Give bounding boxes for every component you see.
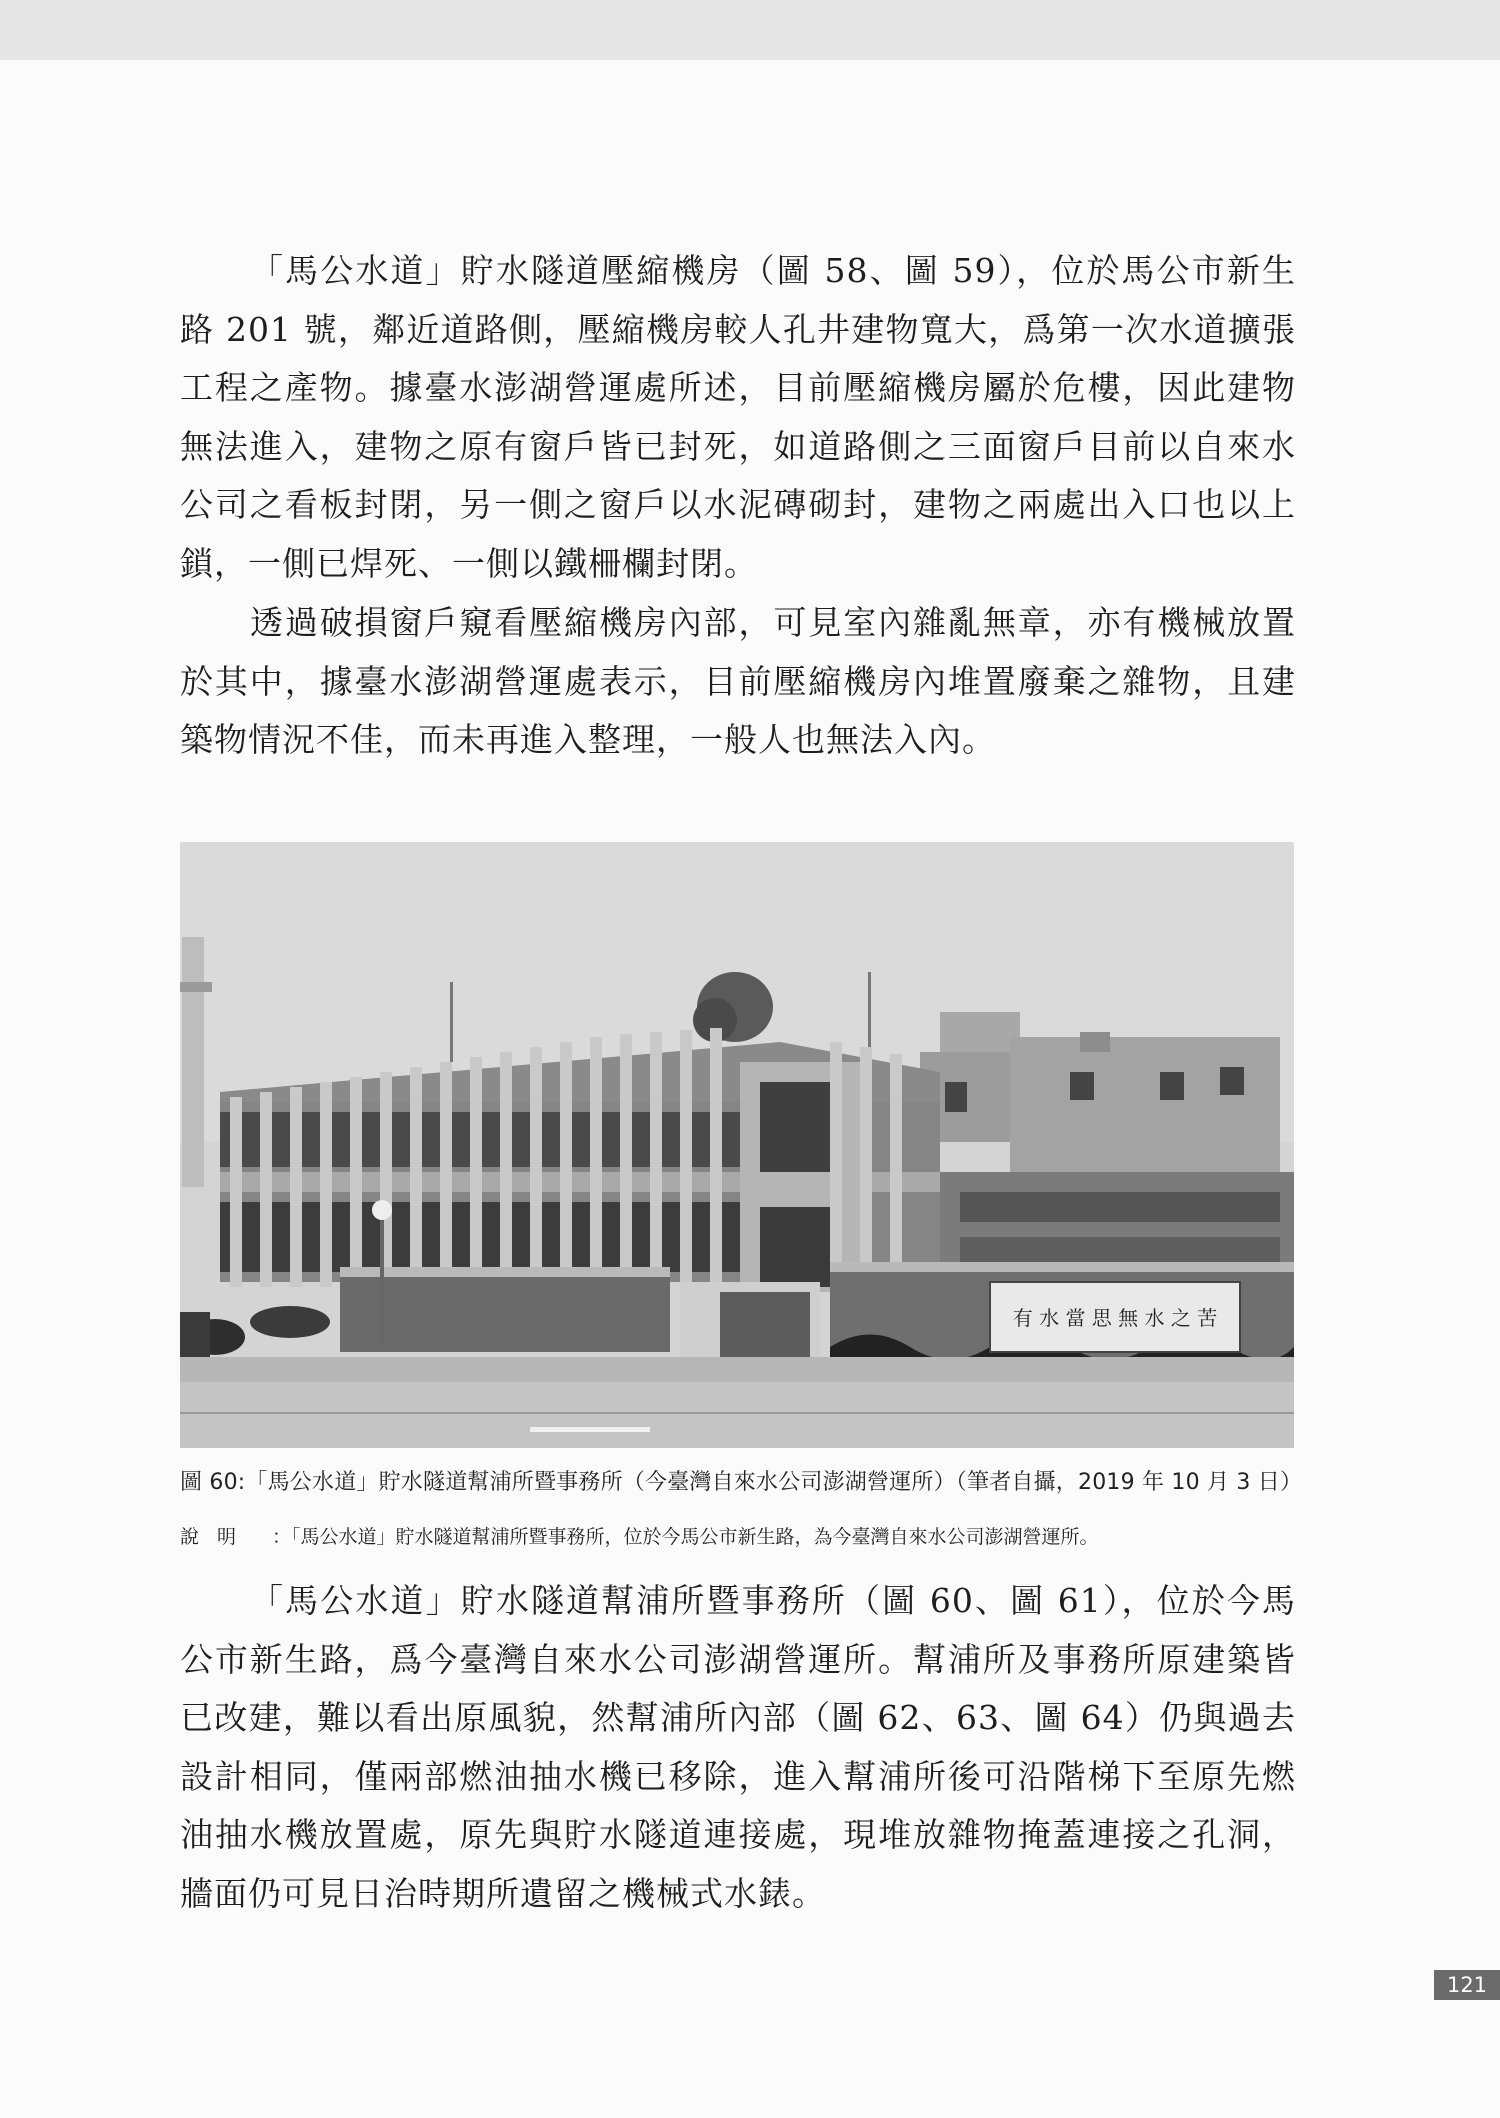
paragraph-pump-house: 「馬公水道」貯水隧道幫浦所暨事務所（圖 60、圖 61），位於今馬公市新生路，爲今臺灣自來水公司澎湖營運所。幫浦所及事務所原建築皆已改建，難以看出原風貌，然幫浦所內部（圖 62、63、圖 64）仍與過去設計相同，僅兩部燃油抽水機已移除，進入幫浦所後可沿階梯下至原先燃油抽水機放置處，原先與貯水隧道連接處，現堆放雜物掩蓋連接之孔洞，牆面仍可見日治時期所遺留之機械式水錶。	[180, 1581, 1296, 1913]
description-label: 說明	[180, 1526, 255, 1548]
paragraph-interior: 透過破損窗戶窺看壓縮機房內部，可見室內雜亂無章，亦有機械放置於其中，據臺水澎湖營運處表示，目前壓縮機房內堆置廢棄之雜物，且建築物情況不佳，而未再進入整理，一般人也無法入內。	[180, 603, 1296, 759]
paragraph-compressor-room: 「馬公水道」貯水隧道壓縮機房（圖 58、圖 59），位於馬公市新生路 201 號，鄰近道路側，壓縮機房較人孔井建物寬大，爲第一次水道擴張工程之產物。據臺水澎湖營運處所述，目前壓縮機房屬於危樓，因此建物無法進入，建物之原有窗戶皆已封死，如道路側之三面窗戶目前以自來水公司之看板封閉，另一側之窗戶以水泥磚砌封，建物之兩處出入口也以上鎖，一側已焊死、一側以鐵柵欄封閉。	[180, 251, 1296, 583]
figure-description	[180, 1522, 1300, 1549]
building-photo	[180, 842, 1294, 1448]
sign-board-text: 有 水 當 思 無 水 之 苦	[1012, 1306, 1218, 1330]
building-photo-illustration	[180, 842, 1294, 1448]
figure-caption: 圖 60:「馬公水道」貯水隧道幫浦所暨事務所（今臺灣自來水公司澎湖營運所）（筆者自攝，2019 年 10 月 3 日）	[180, 1470, 1303, 1495]
page-number: 121	[1434, 1970, 1500, 2000]
description-text: ：「馬公水道」貯水隧道幫浦所暨事務所，位於今馬公市新生路，為今臺灣自來水公司澎湖營運所。	[272, 1526, 1099, 1548]
